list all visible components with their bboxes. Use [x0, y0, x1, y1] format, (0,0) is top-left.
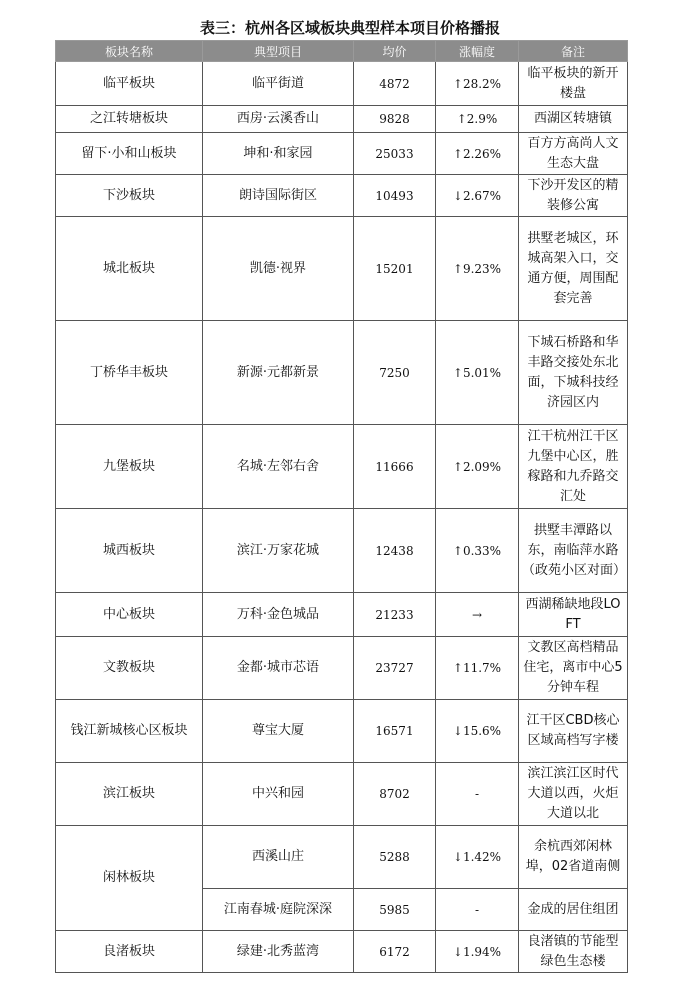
change-rate: ↑9.23% [436, 217, 519, 321]
change-rate: ↑28.2% [436, 62, 519, 106]
project-name: 尊宝大厦 [203, 700, 354, 763]
avg-price: 10493 [354, 175, 436, 217]
avg-price: 16571 [354, 700, 436, 763]
table-row [56, 425, 628, 509]
project-name: 金都·城市芯语 [203, 637, 354, 700]
change-rate: - [436, 763, 519, 826]
change-rate: ↓2.67% [436, 175, 519, 217]
avg-price: 8702 [354, 763, 436, 826]
table-row [56, 763, 628, 826]
project-name: 新源·元都新景 [203, 321, 354, 425]
note: 下沙开发区的精装修公寓 [519, 175, 628, 217]
project-name: 名城·左邻右舍 [203, 425, 354, 509]
change-rate: ↑11.7% [436, 637, 519, 700]
note: 拱墅老城区，环城高架入口，交通方便，周围配套完善 [519, 217, 628, 321]
project-name: 江南春城·庭院深深 [203, 889, 354, 931]
project-name: 临平街道 [203, 62, 354, 106]
note: 下城石桥路和华丰路交接处东北面，下城科技经济园区内 [519, 321, 628, 425]
table-row [56, 133, 628, 175]
note: 金成的居住组团 [519, 889, 628, 931]
table-row [56, 826, 628, 889]
table-row [56, 321, 628, 425]
header-block: 板块名称 [56, 41, 203, 62]
avg-price: 9828 [354, 106, 436, 133]
header-change: 涨幅度 [436, 41, 519, 62]
change-rate: ↑2.9% [436, 106, 519, 133]
project-name: 西房·云溪香山 [203, 106, 354, 133]
table-row [56, 62, 628, 106]
project-name: 坤和·和家园 [203, 133, 354, 175]
block-name: 城北板块 [56, 217, 203, 321]
avg-price: 25033 [354, 133, 436, 175]
table-row [56, 217, 628, 321]
avg-price: 15201 [354, 217, 436, 321]
table-row [56, 509, 628, 593]
header-note: 备注 [519, 41, 628, 62]
project-name: 西溪山庄 [203, 826, 354, 889]
block-name: 之江转塘板块 [56, 106, 203, 133]
avg-price: 11666 [354, 425, 436, 509]
note: 江干区CBD核心区域高档写字楼 [519, 700, 628, 763]
change-rate: ↑2.26% [436, 133, 519, 175]
change-rate: ↑0.33% [436, 509, 519, 593]
change-rate: ↓15.6% [436, 700, 519, 763]
note: 拱墅丰潭路以东，南临萍水路（政苑小区对面） [519, 509, 628, 593]
avg-price: 5288 [354, 826, 436, 889]
change-rate: ↓1.94% [436, 931, 519, 973]
header-price: 均价 [354, 41, 436, 62]
avg-price: 7250 [354, 321, 436, 425]
table-row [56, 700, 628, 763]
table-row [56, 593, 628, 637]
avg-price: 6172 [354, 931, 436, 973]
change-rate: - [436, 889, 519, 931]
avg-price: 4872 [354, 62, 436, 106]
header-row [56, 41, 628, 62]
table-row [56, 637, 628, 700]
block-name: 丁桥华丰板块 [56, 321, 203, 425]
change-rate: ↑2.09% [436, 425, 519, 509]
avg-price: 12438 [354, 509, 436, 593]
note: 文教区高档精品住宅，离市中心5分钟车程 [519, 637, 628, 700]
project-name: 万科·金色城品 [203, 593, 354, 637]
note: 西湖区转塘镇 [519, 106, 628, 133]
block-name: 留下·小和山板块 [56, 133, 203, 175]
block-name: 下沙板块 [56, 175, 203, 217]
table-row [56, 106, 628, 133]
header-project: 典型项目 [203, 41, 354, 62]
block-name: 中心板块 [56, 593, 203, 637]
table-row [56, 175, 628, 217]
block-name: 滨江板块 [56, 763, 203, 826]
note: 百方方高尚人文生态大盘 [519, 133, 628, 175]
change-rate: ↓1.42% [436, 826, 519, 889]
project-name: 朗诗国际街区 [203, 175, 354, 217]
avg-price: 21233 [354, 593, 436, 637]
note: 良渚镇的节能型绿色生态楼 [519, 931, 628, 973]
note: 江干杭州江干区九堡中心区，胜稼路和九乔路交汇处 [519, 425, 628, 509]
project-name: 滨江·万家花城 [203, 509, 354, 593]
block-name: 良渚板块 [56, 931, 203, 973]
change-rate: → [436, 593, 519, 637]
avg-price: 5985 [354, 889, 436, 931]
note: 余杭西郊闲林埠，02省道南侧 [519, 826, 628, 889]
block-name: 九堡板块 [56, 425, 203, 509]
project-name: 中兴和园 [203, 763, 354, 826]
block-name: 文教板块 [56, 637, 203, 700]
note: 滨江滨江区时代大道以西，火炬大道以北 [519, 763, 628, 826]
avg-price: 23727 [354, 637, 436, 700]
note: 西湖稀缺地段LOFT [519, 593, 628, 637]
change-rate: ↑5.01% [436, 321, 519, 425]
note: 临平板块的新开楼盘 [519, 62, 628, 106]
block-name: 闲林板块 [56, 826, 203, 931]
block-name: 临平板块 [56, 62, 203, 106]
project-name: 绿建·北秀蓝湾 [203, 931, 354, 973]
block-name: 钱江新城核心区板块 [56, 700, 203, 763]
table-row [56, 931, 628, 973]
page-title: 表三：杭州各区域板块典型样本项目价格播报 [199, 19, 500, 37]
price-table [55, 40, 628, 973]
project-name: 凯德·视界 [203, 217, 354, 321]
block-name: 城西板块 [56, 509, 203, 593]
